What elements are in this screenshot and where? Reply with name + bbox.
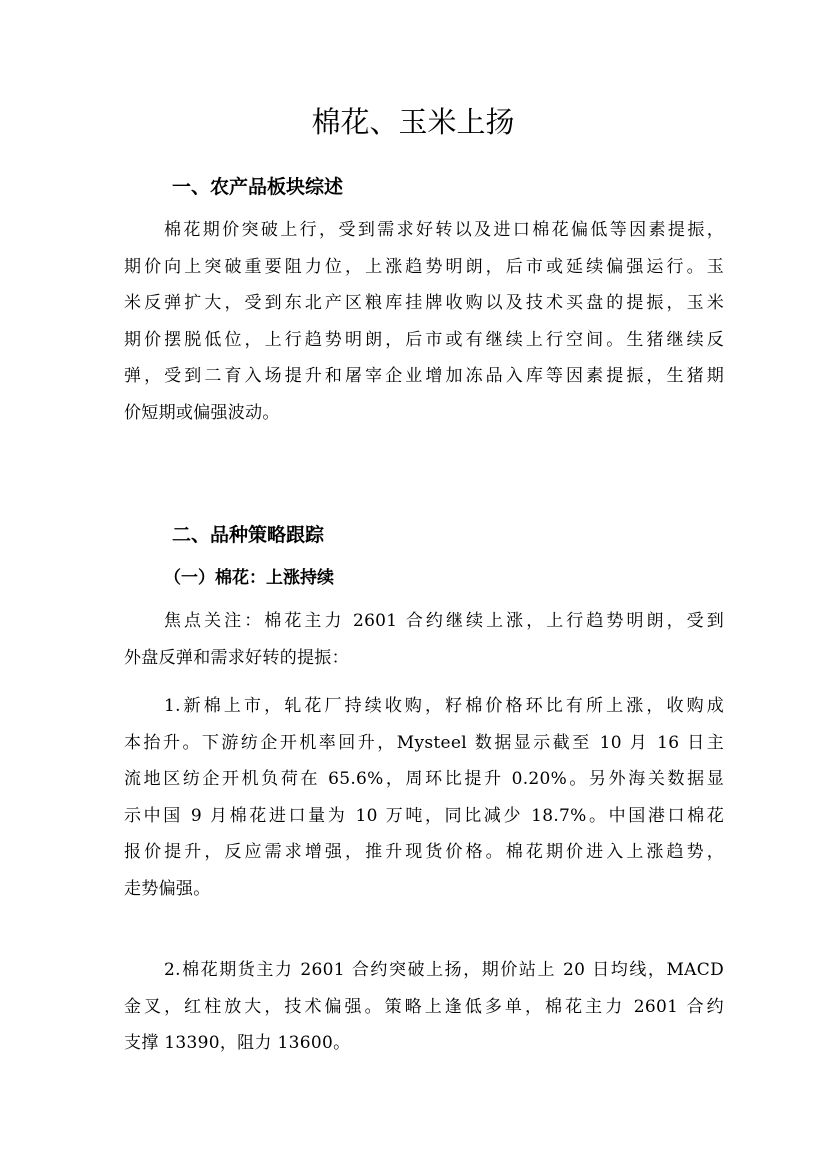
- paragraph-line: 2.棉花期货主力 2601 合约突破上扬，期价站上 20 日均线，MACD: [164, 960, 724, 980]
- subsection-heading-cotton: （一）棉花：上涨持续: [164, 568, 334, 588]
- section2-heading: 二、品种策略跟踪: [172, 524, 325, 546]
- paragraph-line: 支撑 13390，阻力 13600。: [124, 1033, 351, 1053]
- paragraph-line: 价短期或偏强波动。: [124, 402, 280, 423]
- paragraph-line: 弹，受到二育入场提升和屠宰企业增加冻品入库等因素提振，生猪期: [124, 366, 724, 386]
- section1-heading: 一、农产品板块综述: [172, 176, 344, 198]
- section1-paragraph: [124, 212, 724, 431]
- point1-paragraph: [124, 688, 724, 907]
- paragraph-line: 1.新棉上市，轧花厂持续收购，籽棉价格环比有所上涨，收购成: [164, 696, 724, 716]
- point2-paragraph: [124, 952, 724, 1062]
- paragraph-line: 焦点关注：棉花主力 2601 合约继续上涨，上行趋势明朗，受到: [164, 611, 724, 631]
- paragraph-line: 示中国 9 月棉花进口量为 10 万吨，同比减少 18.7%。中国港口棉花: [124, 805, 724, 826]
- paragraph-line: 金叉，红柱放大，技术偏强。策略上逢低多单，棉花主力 2601 合约: [124, 996, 724, 1017]
- paragraph-line: 期价向上突破重要阻力位，上涨趋势明朗，后市或延续偏强运行。玉: [124, 256, 724, 277]
- paragraph-line: 棉花期价突破上行，受到需求好转以及进口棉花偏低等因素提振，: [164, 220, 724, 240]
- focus-paragraph: [124, 603, 724, 676]
- paragraph-line: 外盘反弹和需求好转的提振：: [124, 647, 349, 668]
- paragraph-line: 走势偏强。: [124, 878, 211, 899]
- paragraph-line: 期价摆脱低位，上行趋势明朗，后市或有继续上行空间。生猪继续反: [124, 329, 724, 350]
- paragraph-line: 米反弹扩大，受到东北产区粮库挂牌收购以及技术买盘的提振，玉米: [124, 293, 724, 313]
- document-title: 棉花、玉米上扬: [311, 105, 515, 139]
- paragraph-line: 流地区纺企开机负荷在 65.6%，周环比提升 0.20%。另外海关数据显: [124, 769, 724, 789]
- paragraph-line: 报价提升，反应需求增强，推升现货价格。棉花期价进入上涨趋势，: [124, 842, 724, 862]
- paragraph-line: 本抬升。下游纺企开机率回升，Mysteel 数据显示截至 10 月 16 日主: [124, 732, 724, 753]
